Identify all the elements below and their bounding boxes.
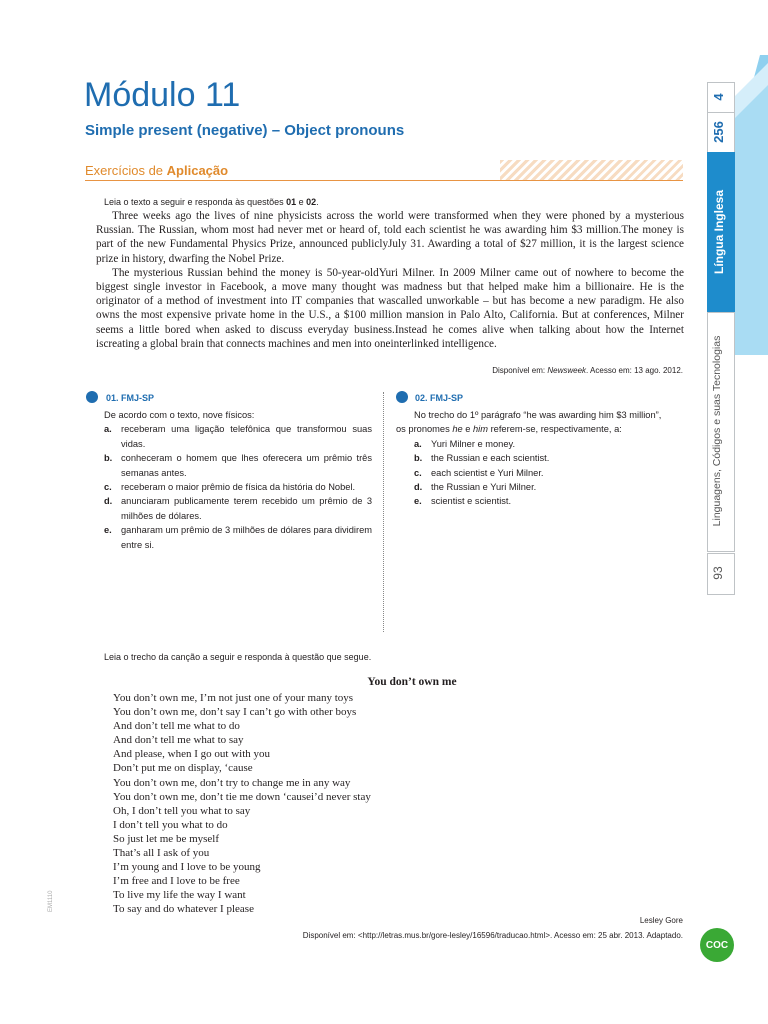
song-lyrics <box>113 691 371 917</box>
question-1-stem: De acordo com o texto, nove físicos: <box>104 410 255 420</box>
question-2-option-d[interactable]: d. the Russian e Yuri Milner. <box>414 482 537 493</box>
question-1-header: 01. FMJ-SP <box>106 393 155 403</box>
song-title: You don’t own me <box>367 676 457 688</box>
question-2-header: 02. FMJ-SP <box>415 393 464 403</box>
question-1-option-e[interactable]: e. ganharam um prêmio de 3 milhões de dólares para dividirem entre si. <box>104 525 372 550</box>
question-1-option-a[interactable]: a. receberam uma ligação telefônica que transformou suas vidas. <box>104 424 372 449</box>
question-2-stem-cont: os pronomes he e him referem-se, respectivamente, a: <box>396 424 622 435</box>
column-divider <box>383 392 384 632</box>
lyric-line: You don’t own me, I’m not just one of your many toys <box>113 692 354 704</box>
lyric-line: I’m young and I love to be young <box>113 861 261 874</box>
song-author: Lesley Gore <box>639 916 683 925</box>
song-instruction: Leia o trecho da canção a seguir e responda à questão que segue. <box>104 652 372 662</box>
module-subtitle: Simple present (negative) – Object pronouns <box>85 122 405 139</box>
module-title: Módulo 11 <box>84 76 241 114</box>
question-2-stem: No trecho do 1º parágrafo “he was awarding him $3 million”, <box>414 410 662 420</box>
coc-logo: COC <box>700 928 734 962</box>
reading-passage <box>96 209 684 351</box>
question-bullet-icon <box>396 391 408 403</box>
question-2-option-a[interactable]: a. Yuri Milner e money. <box>414 438 516 449</box>
question-2-option-b[interactable]: b. the Russian e each scientist. <box>414 453 550 464</box>
lyric-line: That’s all I ask of you <box>113 847 210 860</box>
subject-label: Língua Inglesa <box>712 190 726 275</box>
passage-paragraph: The mysterious Russian behind the money is 50-year-oldYuri Milner. In 2009 Milner came out of nowhere to become the biggest single investor in Facebook, a move many thought was madness but that helped make him a billionaire. He is the originator of a method of investment into IT companies that wascalled unworkable – but has become a new paradigm. He also owns the most expensive private home in the U.S., a $100 million mansion in Palo Alto, California. But at conferences, Milner seems a little bored when asked to discuss everyday business.Instead he comes alive when talking about how the Internet iscreating a global brain that connects machines and men into oneinterlinked intelligence. <box>96 266 684 350</box>
reading-instruction: Leia o texto a seguir e responda às questões 01 e 02. <box>104 197 319 207</box>
lyric-line: Oh, I don’t tell you what to say <box>113 804 251 817</box>
lyric-line: So just let me be myself <box>113 832 220 845</box>
question-2 <box>396 408 686 509</box>
area-label: Linguagens, Códigos e suas Tecnologias <box>711 335 723 527</box>
lyric-line: And don’t tell me what to say <box>113 734 244 747</box>
lyric-line: You don’t own me, don’t try to change me in any way <box>113 776 351 789</box>
passage-source: Disponível em: Newsweek. Acesso em: 13 ago. 2012. <box>492 366 683 375</box>
lyric-line: To live my life the way I want <box>113 889 246 902</box>
lyric-line: You don’t own me, don’t say I can’t go with other boys <box>113 706 357 719</box>
question-1-option-d[interactable]: d. anunciaram publicamente terem recebido um prêmio de 3 milhões de dólares. <box>104 496 372 521</box>
lyric-line: To say and do whatever I please <box>113 903 254 916</box>
question-bullet-icon <box>86 391 98 403</box>
question-1-option-b[interactable]: b. conheceram o homem que lhes oferecera um prêmio três semanas antes. <box>104 453 372 478</box>
section-header: Exercícios de Aplicação <box>85 163 229 178</box>
lyric-line: I don’t tell you what to do <box>113 818 228 831</box>
section-rule <box>85 180 683 181</box>
page-number: 93 <box>711 566 725 580</box>
passage-paragraph: Three weeks ago the lives of nine physicists across the world were transformed when they were phoned by a mysterious Russian. The Russian, whom most had never met or heard of, told each scientist he was awarding him $3 million.The money is part of the new Fundamental Physics Prize, announced publiclyJuly 31. Awarding a total of $27 million, it is the largest science prize in history, dwarfing the Nobel Prize. <box>96 210 684 265</box>
lyric-line: And please, when I go out with you <box>113 748 271 761</box>
lyric-line: I’m free and I love to be free <box>113 875 240 888</box>
page-code: 256 <box>711 121 726 143</box>
document-code: EM1110 <box>48 890 54 912</box>
lyric-line: Don’t put me on display, ‘cause <box>113 762 253 775</box>
question-1-option-c[interactable]: c. receberam o maior prêmio de física da história do Nobel. <box>104 482 356 493</box>
volume-number: 4 <box>711 93 726 101</box>
song-source: Disponível em: <http://letras.mus.br/gore-lesley/16596/traducao.html>. Acesso em: 25 abr. 2013. Adaptado. <box>302 931 683 940</box>
question-1 <box>104 408 372 552</box>
lyric-line: And don’t tell me what to do <box>113 720 240 733</box>
question-2-option-c[interactable]: c. each scientist e Yuri Milner. <box>414 467 544 478</box>
question-2-option-e[interactable]: e. scientist e scientist. <box>414 496 512 507</box>
lyric-line: You don’t own me, don’t tie me down ‘causei’d never stay <box>113 790 371 803</box>
section-header-stripes <box>500 160 683 180</box>
